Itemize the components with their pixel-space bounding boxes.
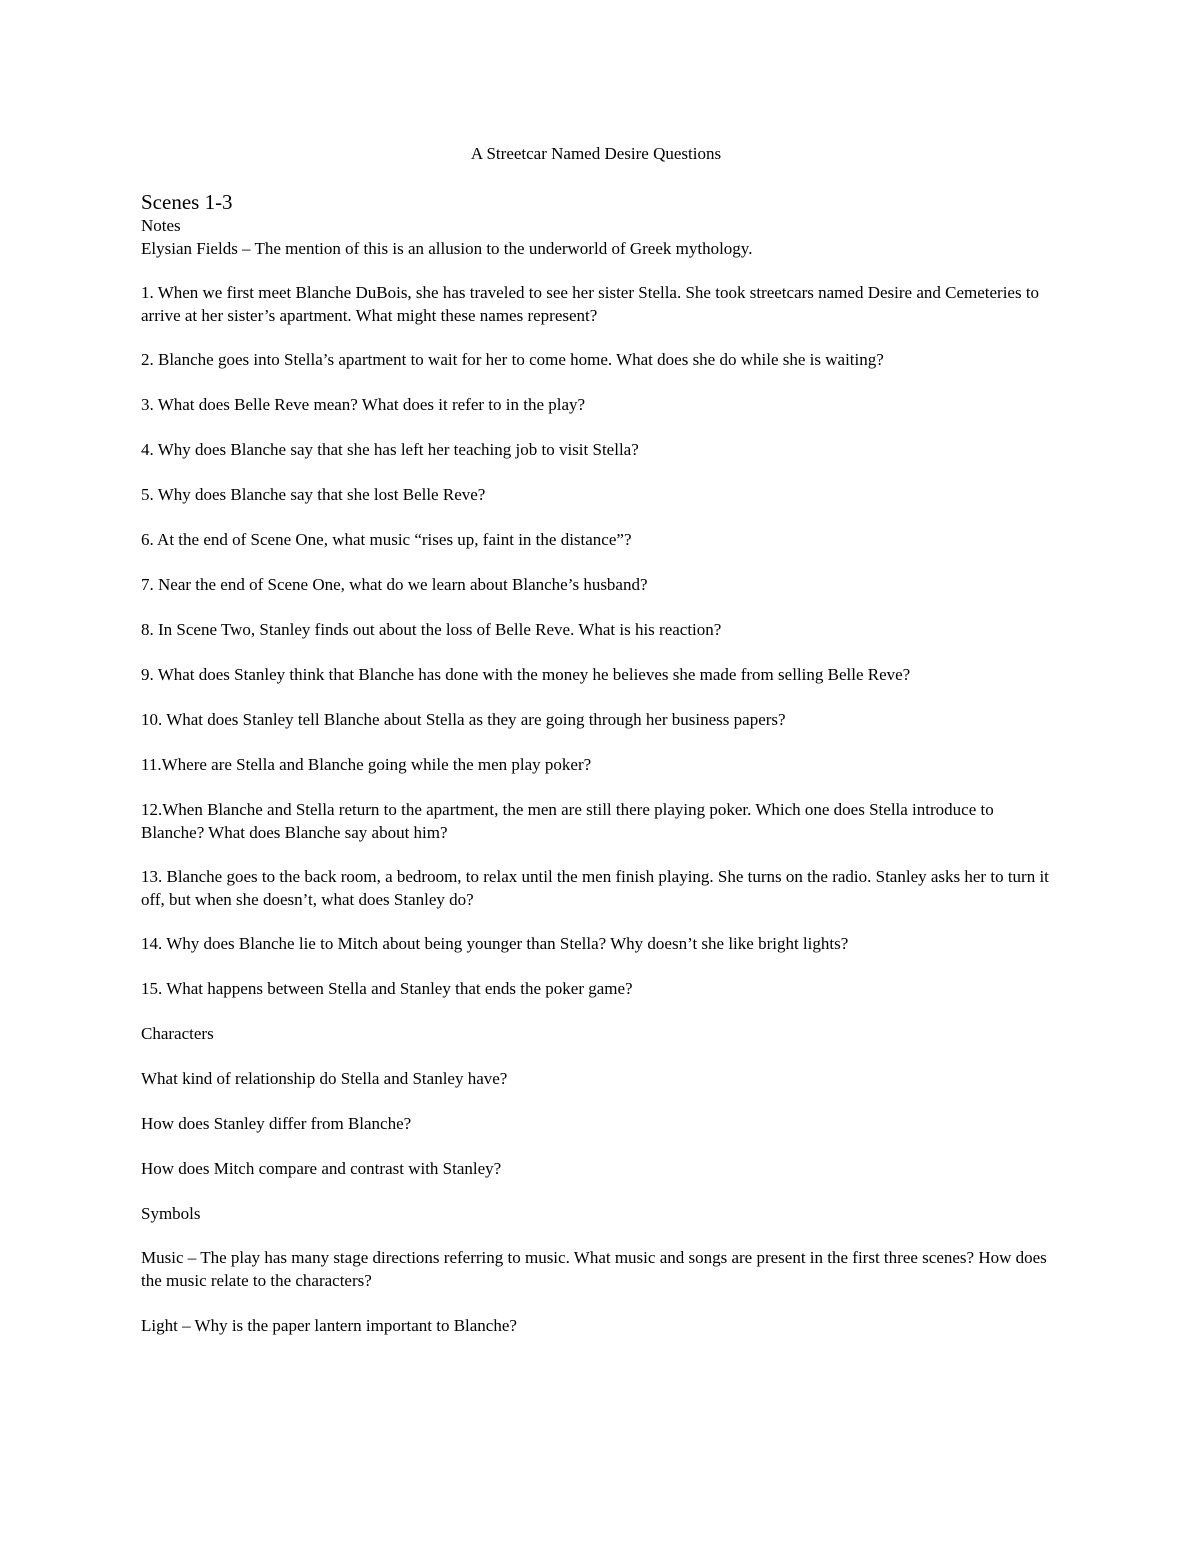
symbols-heading: Symbols: [141, 1204, 201, 1223]
section-heading: Scenes 1-3: [141, 190, 233, 214]
question-14: 14. Why does Blanche lie to Mitch about being younger than Stella? Why doesn’t she like bright lights?: [141, 934, 849, 953]
question-3: 3. What does Belle Reve mean? What does it refer to in the play?: [141, 395, 586, 414]
question-1: 1. When we first meet Blanche DuBois, she has traveled to see her sister Stella. She took streetcars named Desire and Cemeteries to arrive at her sister’s apartment. What might these names represent?: [141, 283, 1040, 325]
character-question-2: How does Stanley differ from Blanche?: [141, 1114, 412, 1133]
question-8: 8. In Scene Two, Stanley finds out about the loss of Belle Reve. What is his reaction?: [141, 620, 722, 639]
symbol-question-light: Light – Why is the paper lantern important to Blanche?: [141, 1316, 517, 1335]
question-6: 6. At the end of Scene One, what music “rises up, faint in the distance”?: [141, 530, 632, 549]
document-title: A Streetcar Named Desire Questions: [470, 144, 722, 163]
symbol-question-music: Music – The play has many stage directions referring to music. What music and songs are present in the first three scenes? How does the music relate to the characters?: [141, 1248, 1047, 1290]
notes-label: Notes: [141, 216, 181, 235]
question-2: 2. Blanche goes into Stella’s apartment to wait for her to come home. What does she do while she is waiting?: [141, 350, 884, 369]
character-question-1: What kind of relationship do Stella and Stanley have?: [141, 1069, 508, 1088]
character-question-3: How does Mitch compare and contrast with Stanley?: [141, 1159, 502, 1178]
question-7: 7. Near the end of Scene One, what do we learn about Blanche’s husband?: [141, 575, 648, 594]
question-13: 13. Blanche goes to the back room, a bedroom, to relax until the men finish playing. She turns on the radio. Stanley asks her to turn it off, but when she doesn’t, what does Stanley do?: [141, 867, 1049, 909]
question-12: 12.When Blanche and Stella return to the apartment, the men are still there playing poker. Which one does Stella introduce to Blanche? What does Blanche say about him?: [141, 800, 994, 842]
question-5: 5. Why does Blanche say that she lost Belle Reve?: [141, 485, 486, 504]
question-10: 10. What does Stanley tell Blanche about Stella as they are going through her business papers?: [141, 710, 786, 729]
document-page: [141, 0, 1061, 1553]
question-11: 11.Where are Stella and Blanche going while the men play poker?: [141, 755, 592, 774]
question-4: 4. Why does Blanche say that she has left her teaching job to visit Stella?: [141, 440, 639, 459]
notes-text: Elysian Fields – The mention of this is an allusion to the underworld of Greek mythology.: [141, 239, 753, 258]
question-15: 15. What happens between Stella and Stanley that ends the poker game?: [141, 979, 633, 998]
question-9: 9. What does Stanley think that Blanche has done with the money he believes she made from selling Belle Reve?: [141, 665, 911, 684]
characters-heading: Characters: [141, 1024, 214, 1043]
